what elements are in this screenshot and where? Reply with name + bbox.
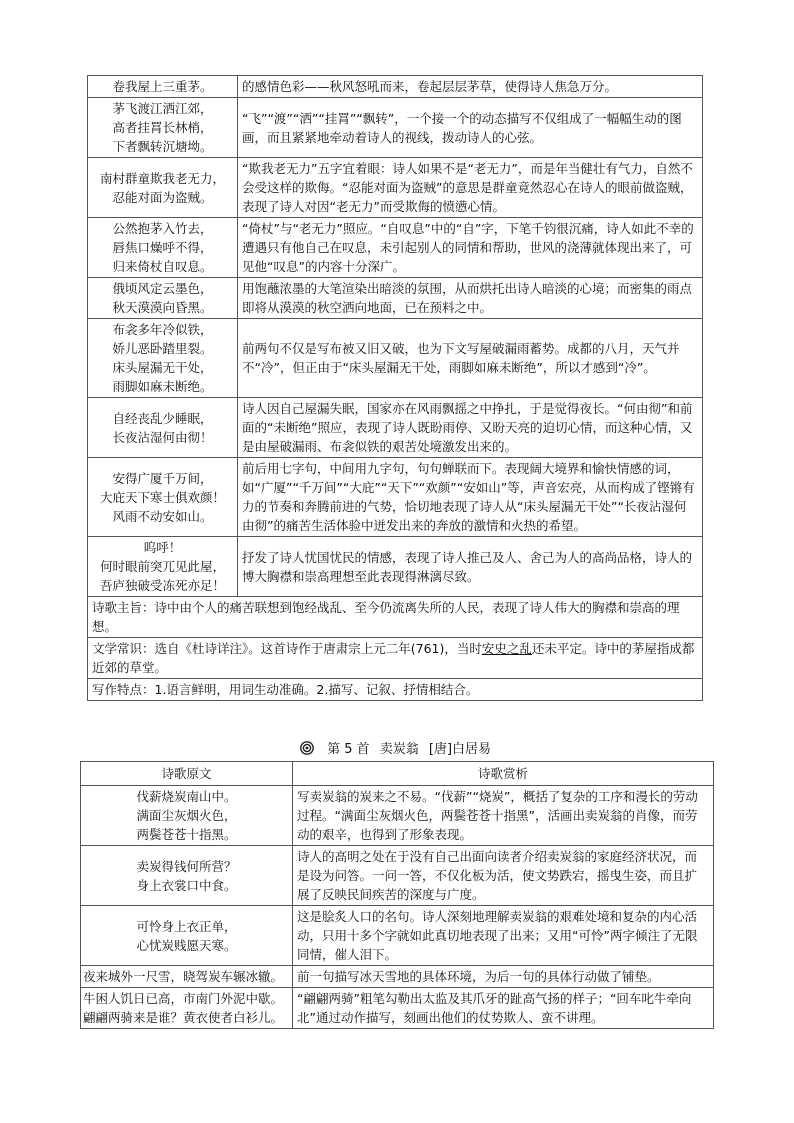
table-row xyxy=(88,278,703,319)
writing-features: 写作特点：1.语言鲜明，用词生动准确。2.描写、记叙、抒情相结合。 xyxy=(88,679,703,701)
table-row xyxy=(81,988,714,1029)
table-row xyxy=(81,846,714,906)
poem-line: 茅飞渡江洒江郊， xyxy=(112,101,213,116)
analysis-cell: 写卖炭翁的炭来之不易。“伐薪”“烧炭”，概括了复杂的工序和漫长的劳动过程。“满面尘灰烟火色，两鬓苍苍十指黑”，活画出卖炭翁的肖像，而劳动的艰辛，也得到了形象表现。 xyxy=(293,786,714,846)
table-row xyxy=(88,218,703,278)
poem-line: 唇焦口燥呼不得， xyxy=(112,240,213,255)
poem-number: 第 5 首 xyxy=(327,742,370,757)
table-row xyxy=(81,966,714,988)
poem-line: 满面尘灰烟火色， xyxy=(136,808,237,823)
poem-text-cell xyxy=(88,398,238,458)
table-row xyxy=(81,786,714,846)
poem-text-cell xyxy=(88,158,238,218)
poem-line: 卷我屋上三重茅。 xyxy=(112,79,213,94)
table-body xyxy=(81,786,714,1029)
analysis-cell: 诗人因自己屋漏失眠，国家亦在风雨飘摇之中挣扎，于是觉得夜长。“何由彻”和前面的“未断绝”照应，表现了诗人既盼雨停、又盼天亮的迫切心情，而这种心情，又是由屋破漏雨、布衾似铁的艰苦处境激发出来的。 xyxy=(238,398,703,458)
poem-line: 归来倚杖自叹息。 xyxy=(112,259,213,274)
poem-line: 两鬓苍苍十指黑。 xyxy=(136,827,237,842)
analysis-cell: 这是脍炙人口的名句。诗人深刻地理解卖炭翁的艰难处境和复杂的内心活动，只用十多个字就如此真切地表现了出来；又用“可怜”两字倾注了无限同情，催人泪下。 xyxy=(293,906,714,966)
knowledge-underlined: 安史之乱 xyxy=(481,641,532,656)
poem-text-cell xyxy=(88,278,238,319)
poem-line: 吾庐独破受冻死亦足！ xyxy=(99,578,225,593)
section-title xyxy=(0,738,794,757)
analysis-cell: 前后用七字句，中间用九字句，句句蝉联而下。表现阔大境界和愉快情感的词，如“广厦”“千万间”“大庇”“天下”“欢颜”“安如山”等，声音宏亮，从而构成了铿锵有力的节奏和奔腾前进的气势，恰切地表现了诗人从“床头屋漏无干处”“长夜沾湿何由彻”的痛苦生活体验中迸发出来的奔放的激情和火热的希望。 xyxy=(238,458,703,537)
poem-line: 心忧炭贱愿天寒。 xyxy=(136,937,237,953)
poem-line: 雨脚如麻未断绝。 xyxy=(112,379,213,394)
poem-text-cell xyxy=(81,906,293,966)
poem-text-cell xyxy=(81,786,293,846)
poem-line: 安得广厦千万间， xyxy=(112,470,213,486)
table-row xyxy=(88,679,703,701)
poem-line: 呜呼！ xyxy=(143,540,182,555)
poem-line: 高者挂罥长林梢， xyxy=(112,120,213,135)
analysis-cell: “欺我老无力”五字宜着眼：诗人如果不是“老无力”，而是年当健壮有气力，自然不会受这样的欺侮。“忍能对面为盗贼”的意思是群童竟然忍心在诗人的眼前做盗贼，表现了诗人对因“老无力”而受欺侮的愤懑心情。 xyxy=(238,158,703,218)
table-body xyxy=(88,76,703,701)
analysis-cell: “飞”“渡”“洒”“挂罥”“飘转”，一个接一个的动态描写不仅组成了一幅幅生动的图画，而且紧紧地牵动着诗人的视线，拨动诗人的心弦。 xyxy=(238,98,703,158)
table-row xyxy=(88,638,703,679)
poem-text-cell xyxy=(88,537,238,597)
poem-line: 长夜沾湿何由彻！ xyxy=(112,429,213,445)
poem-line: 公然抱茅入竹去， xyxy=(112,221,213,236)
table-header-row xyxy=(81,762,714,786)
poem-line: 南村群童欺我老无力， xyxy=(99,170,225,186)
poem-text-cell xyxy=(88,458,238,537)
table-row xyxy=(88,76,703,98)
analysis-cell: 的感情色彩——秋风怒吼而来，卷起层层茅草，使得诗人焦急万分。 xyxy=(238,76,703,98)
poem-text-cell xyxy=(81,988,293,1029)
poem-text-cell xyxy=(88,319,238,398)
table-row xyxy=(88,98,703,158)
poem-author: [唐]白居易 xyxy=(428,742,492,757)
analysis-cell: 诗人的高明之处在于没有自己出面向读者介绍卖炭翁的家庭经济状况，而是设为问答。一问一答，不仅化板为活，使文势跌宕，摇曳生姿，而且扩展了反映民间疾苦的深度与广度。 xyxy=(293,846,714,906)
poem-analysis-table-2 xyxy=(80,761,714,1029)
poem-line: 大庇天下寒士俱欢颜！ xyxy=(99,489,225,505)
poem-line: 布衾多年冷似铁， xyxy=(112,322,213,337)
poem-text-cell xyxy=(88,76,238,98)
poem-line: 俄顷风定云墨色， xyxy=(112,281,213,296)
poem-line: 卖炭得钱何所营？ xyxy=(136,858,237,874)
poem-line: 娇儿恶卧踏里裂。 xyxy=(112,341,213,356)
table-row xyxy=(88,319,703,398)
analysis-cell: 前两句不仅是写布被又旧又破，也为下文写屋破漏雨蓄势。成都的八月，天气并不“冷”，但正由于“床头屋漏无干处，雨脚如麻未断绝”，所以才感到“冷”。 xyxy=(238,319,703,398)
poem-line: 伐薪烧炭南山中。 xyxy=(136,789,237,804)
table-row xyxy=(88,158,703,218)
poem-title: 卖炭翁 xyxy=(379,742,419,757)
poem-text-cell xyxy=(81,846,293,906)
poem-line: 翩翩两骑来是谁？黄衣使者白衫儿。 xyxy=(83,1010,284,1025)
table-row xyxy=(88,458,703,537)
analysis-cell: 用饱蘸浓墨的大笔渲染出暗淡的氛围，从而烘托出诗人暗淡的心境；而密集的雨点即将从漠漠的秋空洒向地面，已在预料之中。 xyxy=(238,278,703,319)
poem-theme: 诗歌主旨：诗中由个人的痛苦联想到饱经战乱、至今仍流离失所的人民，表现了诗人伟大的胸襟和崇高的理想。 xyxy=(88,597,703,638)
poem-text-cell xyxy=(88,218,238,278)
table-row xyxy=(88,398,703,458)
poem-text-cell xyxy=(81,966,293,988)
poem-line: 身上衣裳口中食。 xyxy=(136,877,237,893)
header-original: 诗歌原文 xyxy=(81,762,293,786)
table-row xyxy=(81,906,714,966)
poem-line: 何时眼前突兀见此屋， xyxy=(99,559,225,574)
poem-line: 牛困人饥日已高，市南门外泥中歇。 xyxy=(83,991,284,1006)
poem-line: 夜来城外一尺雪，晓驾炭车辗冰辙。 xyxy=(83,969,284,984)
poem-line: 下者飘转沉塘坳。 xyxy=(112,139,213,154)
knowledge-text-post: 还未平定。诗中的茅屋指成都近郊的草堂。 xyxy=(92,641,695,675)
analysis-cell: “翩翩两骑”粗笔勾勒出太监及其爪牙的趾高气扬的样子；“回车叱牛牵向北”通过动作描写，刻画出他们的仗势欺人、蛮不讲理。 xyxy=(293,988,714,1029)
literary-knowledge xyxy=(88,638,703,679)
table-row xyxy=(88,537,703,597)
analysis-cell: “倚杖”与“老无力”照应。“自叹息”中的“自”字，下笔千钧很沉痛，诗人如此不幸的遭遇只有他自己在叹息，未引起别人的同情和帮助，世风的浇薄就体现出来了，可见他“叹息”的内容十分深广。 xyxy=(238,218,703,278)
poem-analysis-table-1 xyxy=(87,75,703,701)
poem-line: 风雨不动安如山。 xyxy=(112,508,213,524)
poem-line: 自经丧乱少睡眠， xyxy=(112,410,213,426)
header-analysis: 诗歌赏析 xyxy=(293,762,714,786)
poem-line: 忍能对面为盗贼。 xyxy=(112,189,213,205)
target-icon xyxy=(300,741,314,755)
poem-line: 可怜身上衣正单， xyxy=(136,918,237,934)
analysis-cell: 前一句描写冰天雪地的具体环境，为后一句的具体行动做了铺垫。 xyxy=(293,966,714,988)
poem-text-cell xyxy=(88,98,238,158)
poem-line: 床头屋漏无干处， xyxy=(112,360,213,375)
analysis-cell: 抒发了诗人忧国忧民的情感，表现了诗人推己及人、舍己为人的高尚品格，诗人的博大胸襟和崇高理想至此表现得淋漓尽致。 xyxy=(238,537,703,597)
knowledge-text-pre: 文学常识：选自《杜诗详注》。这首诗作于唐肃宗上元二年(761)，当时 xyxy=(92,641,482,656)
poem-line: 秋天漠漠向昏黑。 xyxy=(112,300,213,315)
table-row xyxy=(88,597,703,638)
